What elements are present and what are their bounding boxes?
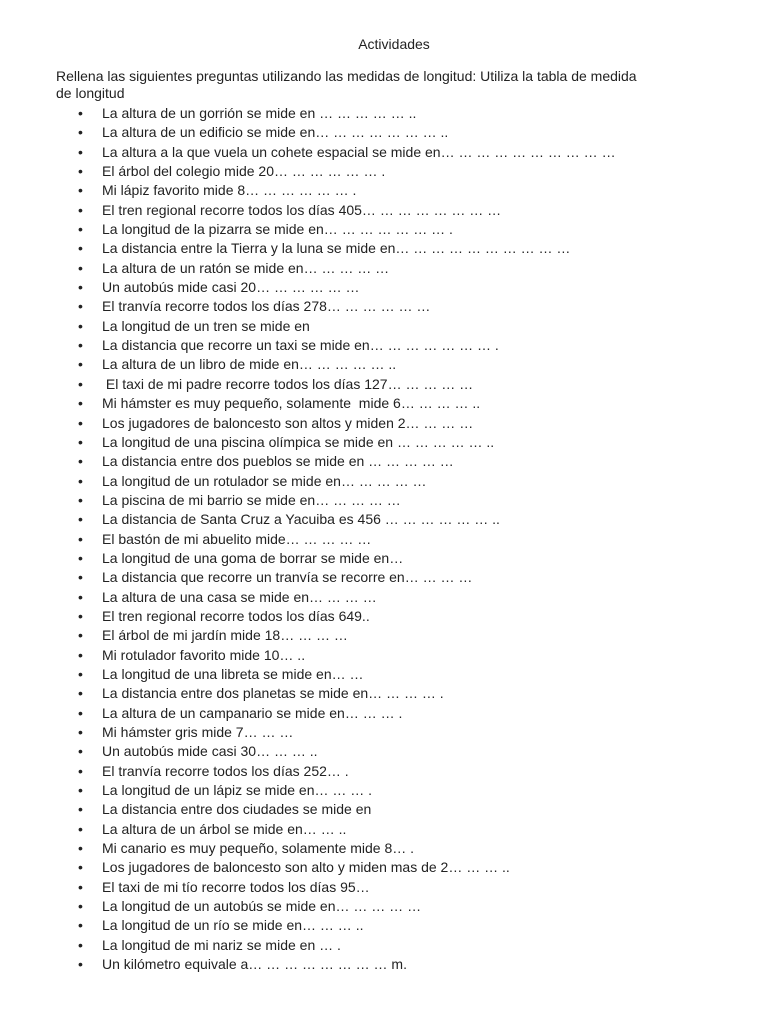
bullet-icon: • [78, 472, 83, 489]
bullet-icon: • [78, 936, 83, 953]
bullet-icon: • [78, 259, 83, 276]
question-text: El tren regional recorre todos los días 649.. [102, 607, 370, 624]
bullet-icon: • [78, 685, 83, 702]
bullet-icon: • [78, 356, 83, 373]
question-text: El taxi de mi tío recorre todos los días 95… [102, 878, 370, 895]
bullet-icon: • [78, 375, 83, 392]
question-text: El tranvía recorre todos los días 252… . [102, 762, 349, 779]
question-text: Mi lápiz favorito mide 8… … … … … … . [102, 182, 357, 199]
question-text: La longitud de un autobús se mide en… … … … … [102, 898, 422, 915]
question-text: La altura de un gorrión se mide en … … … … … .. [102, 105, 417, 121]
bullet-icon: • [78, 240, 83, 257]
question-text: La altura de una casa se mide en… … … … [102, 588, 377, 605]
question-text: La distancia entre la Tierra y la luna se mide en… … … … … … … … … … [102, 240, 571, 257]
bullet-icon: • [78, 491, 83, 508]
instructions [56, 68, 716, 102]
bullet-icon: • [78, 840, 83, 857]
question-text: El bastón de mi abuelito mide… … … … … [102, 530, 372, 547]
question-text: Mi rotulador favorito mide 10… .. [102, 646, 306, 663]
bullet-icon: • [78, 201, 83, 218]
page-title: Actividades [358, 36, 430, 52]
bullet-icon: • [78, 704, 83, 721]
bullet-icon: • [78, 917, 83, 934]
question-text: La longitud de una goma de borrar se mide en… [102, 549, 404, 566]
question-text: La distancia que recorre un taxi se mide en… … … … … … … . [102, 337, 499, 354]
bullet-icon: • [78, 762, 83, 779]
bullet-icon: • [78, 646, 83, 663]
question-text: La altura de un edificio se mide en… … … … … … … .. [102, 124, 449, 141]
question-text: La longitud de un rotulador se mide en… … … … … [102, 472, 427, 489]
question-text: La longitud de una libreta se mide en… … [102, 665, 364, 682]
bullet-icon: • [78, 724, 83, 740]
bullet-icon: • [78, 124, 83, 141]
bullet-icon: • [78, 143, 83, 160]
bullet-icon: • [78, 956, 83, 973]
question-text: La altura a la que vuela un cohete espacial se mide en… … … … … … … … … … [102, 143, 616, 160]
question-text: La distancia que recorre un tranvía se recorre en… … … … [102, 569, 473, 586]
question-text: La altura de un árbol se mide en… … .. [102, 820, 347, 837]
bullet-icon: • [78, 743, 83, 760]
question-text: La longitud de un río se mide en… … … .. [102, 917, 364, 934]
bullet-icon: • [78, 801, 83, 818]
bullet-icon: • [78, 298, 83, 315]
question-text: Mi canario es muy pequeño, solamente mide 8… . [102, 840, 415, 857]
bullet-icon: • [78, 105, 83, 121]
bullet-icon: • [78, 549, 83, 566]
bullet-icon: • [78, 859, 83, 876]
bullet-icon: • [78, 530, 83, 547]
bullet-icon: • [78, 414, 83, 431]
question-text: La altura de un ratón se mide en… … … … … [102, 259, 390, 276]
question-text: Un autobús mide casi 20… … … … … … [102, 279, 360, 296]
question-text: La longitud de mi nariz se mide en … . [102, 936, 341, 953]
bullet-icon: • [78, 433, 83, 450]
question-text: Mi hámster es muy pequeño, solamente mide 6… … … … .. [102, 395, 481, 412]
question-text: La longitud de una piscina olímpica se mide en … … … … … .. [102, 433, 495, 450]
question-text: El taxi de mi padre recorre todos los días 127… … … … … [102, 375, 474, 392]
bullet-icon: • [78, 511, 83, 528]
bullet-icon: • [78, 782, 83, 799]
question-text: La distancia de Santa Cruz a Yacuiba es 456 … … … … … … .. [102, 511, 500, 528]
question-text: El tren regional recorre todos los días 405… … … … … … … … [102, 201, 502, 218]
question-text: La altura de un libro de mide en… … … … … .. [102, 356, 397, 373]
question-text: La distancia entre dos pueblos se mide en … … … … … [102, 453, 454, 470]
question-text: La piscina de mi barrio se mide en… … … … … [102, 491, 401, 508]
question-text: El árbol del colegio mide 20… … … … … … . [102, 163, 386, 180]
question-text: El árbol de mi jardín mide 18… … … … [102, 627, 348, 644]
bullet-icon: • [78, 878, 83, 895]
bullet-icon: • [78, 627, 83, 644]
question-text: Los jugadores de baloncesto son altos y miden 2… … … … [102, 414, 474, 431]
question-text: Un autobús mide casi 30… … … .. [102, 743, 318, 760]
bullet-icon: • [78, 588, 83, 605]
question-text: Un kilómetro equivale a… … … … … … … … m. [102, 956, 407, 973]
question-text: La distancia entre dos ciudades se mide en [102, 801, 372, 818]
bullet-icon: • [78, 279, 83, 296]
question-text: La distancia entre dos planetas se mide en… … … … . [102, 685, 444, 702]
bullet-icon: • [78, 221, 83, 238]
bullet-icon: • [78, 569, 83, 586]
bullet-icon: • [78, 898, 83, 915]
bullet-icon: • [78, 820, 83, 837]
bullet-icon: • [78, 163, 83, 180]
bullet-icon: • [78, 665, 83, 682]
question-text: El tranvía recorre todos los días 278… … … … … … [102, 298, 431, 315]
question-text: Mi hámster gris mide 7… … … [102, 724, 294, 740]
question-text: Los jugadores de baloncesto son alto y miden mas de 2… … … .. [102, 859, 510, 876]
question-text: La longitud de la pizarra se mide en… … … … … … … . [102, 221, 453, 238]
bullet-icon: • [78, 453, 83, 470]
question-text: La longitud de un tren se mide en [102, 317, 310, 334]
bullet-icon: • [78, 317, 83, 334]
bullet-icon: • [78, 182, 83, 199]
bullet-icon: • [78, 395, 83, 412]
question-text: La altura de un campanario se mide en… … … . [102, 704, 403, 721]
instructions-line-1: Rellena las siguientes preguntas utilizando las medidas de longitud: Utiliza la tabla de medida [56, 68, 637, 84]
question-text: La longitud de un lápiz se mide en… … … . [102, 782, 373, 799]
bullet-icon: • [78, 607, 83, 624]
instructions-line-2: de longitud [56, 85, 125, 101]
bullet-icon: • [78, 337, 83, 354]
